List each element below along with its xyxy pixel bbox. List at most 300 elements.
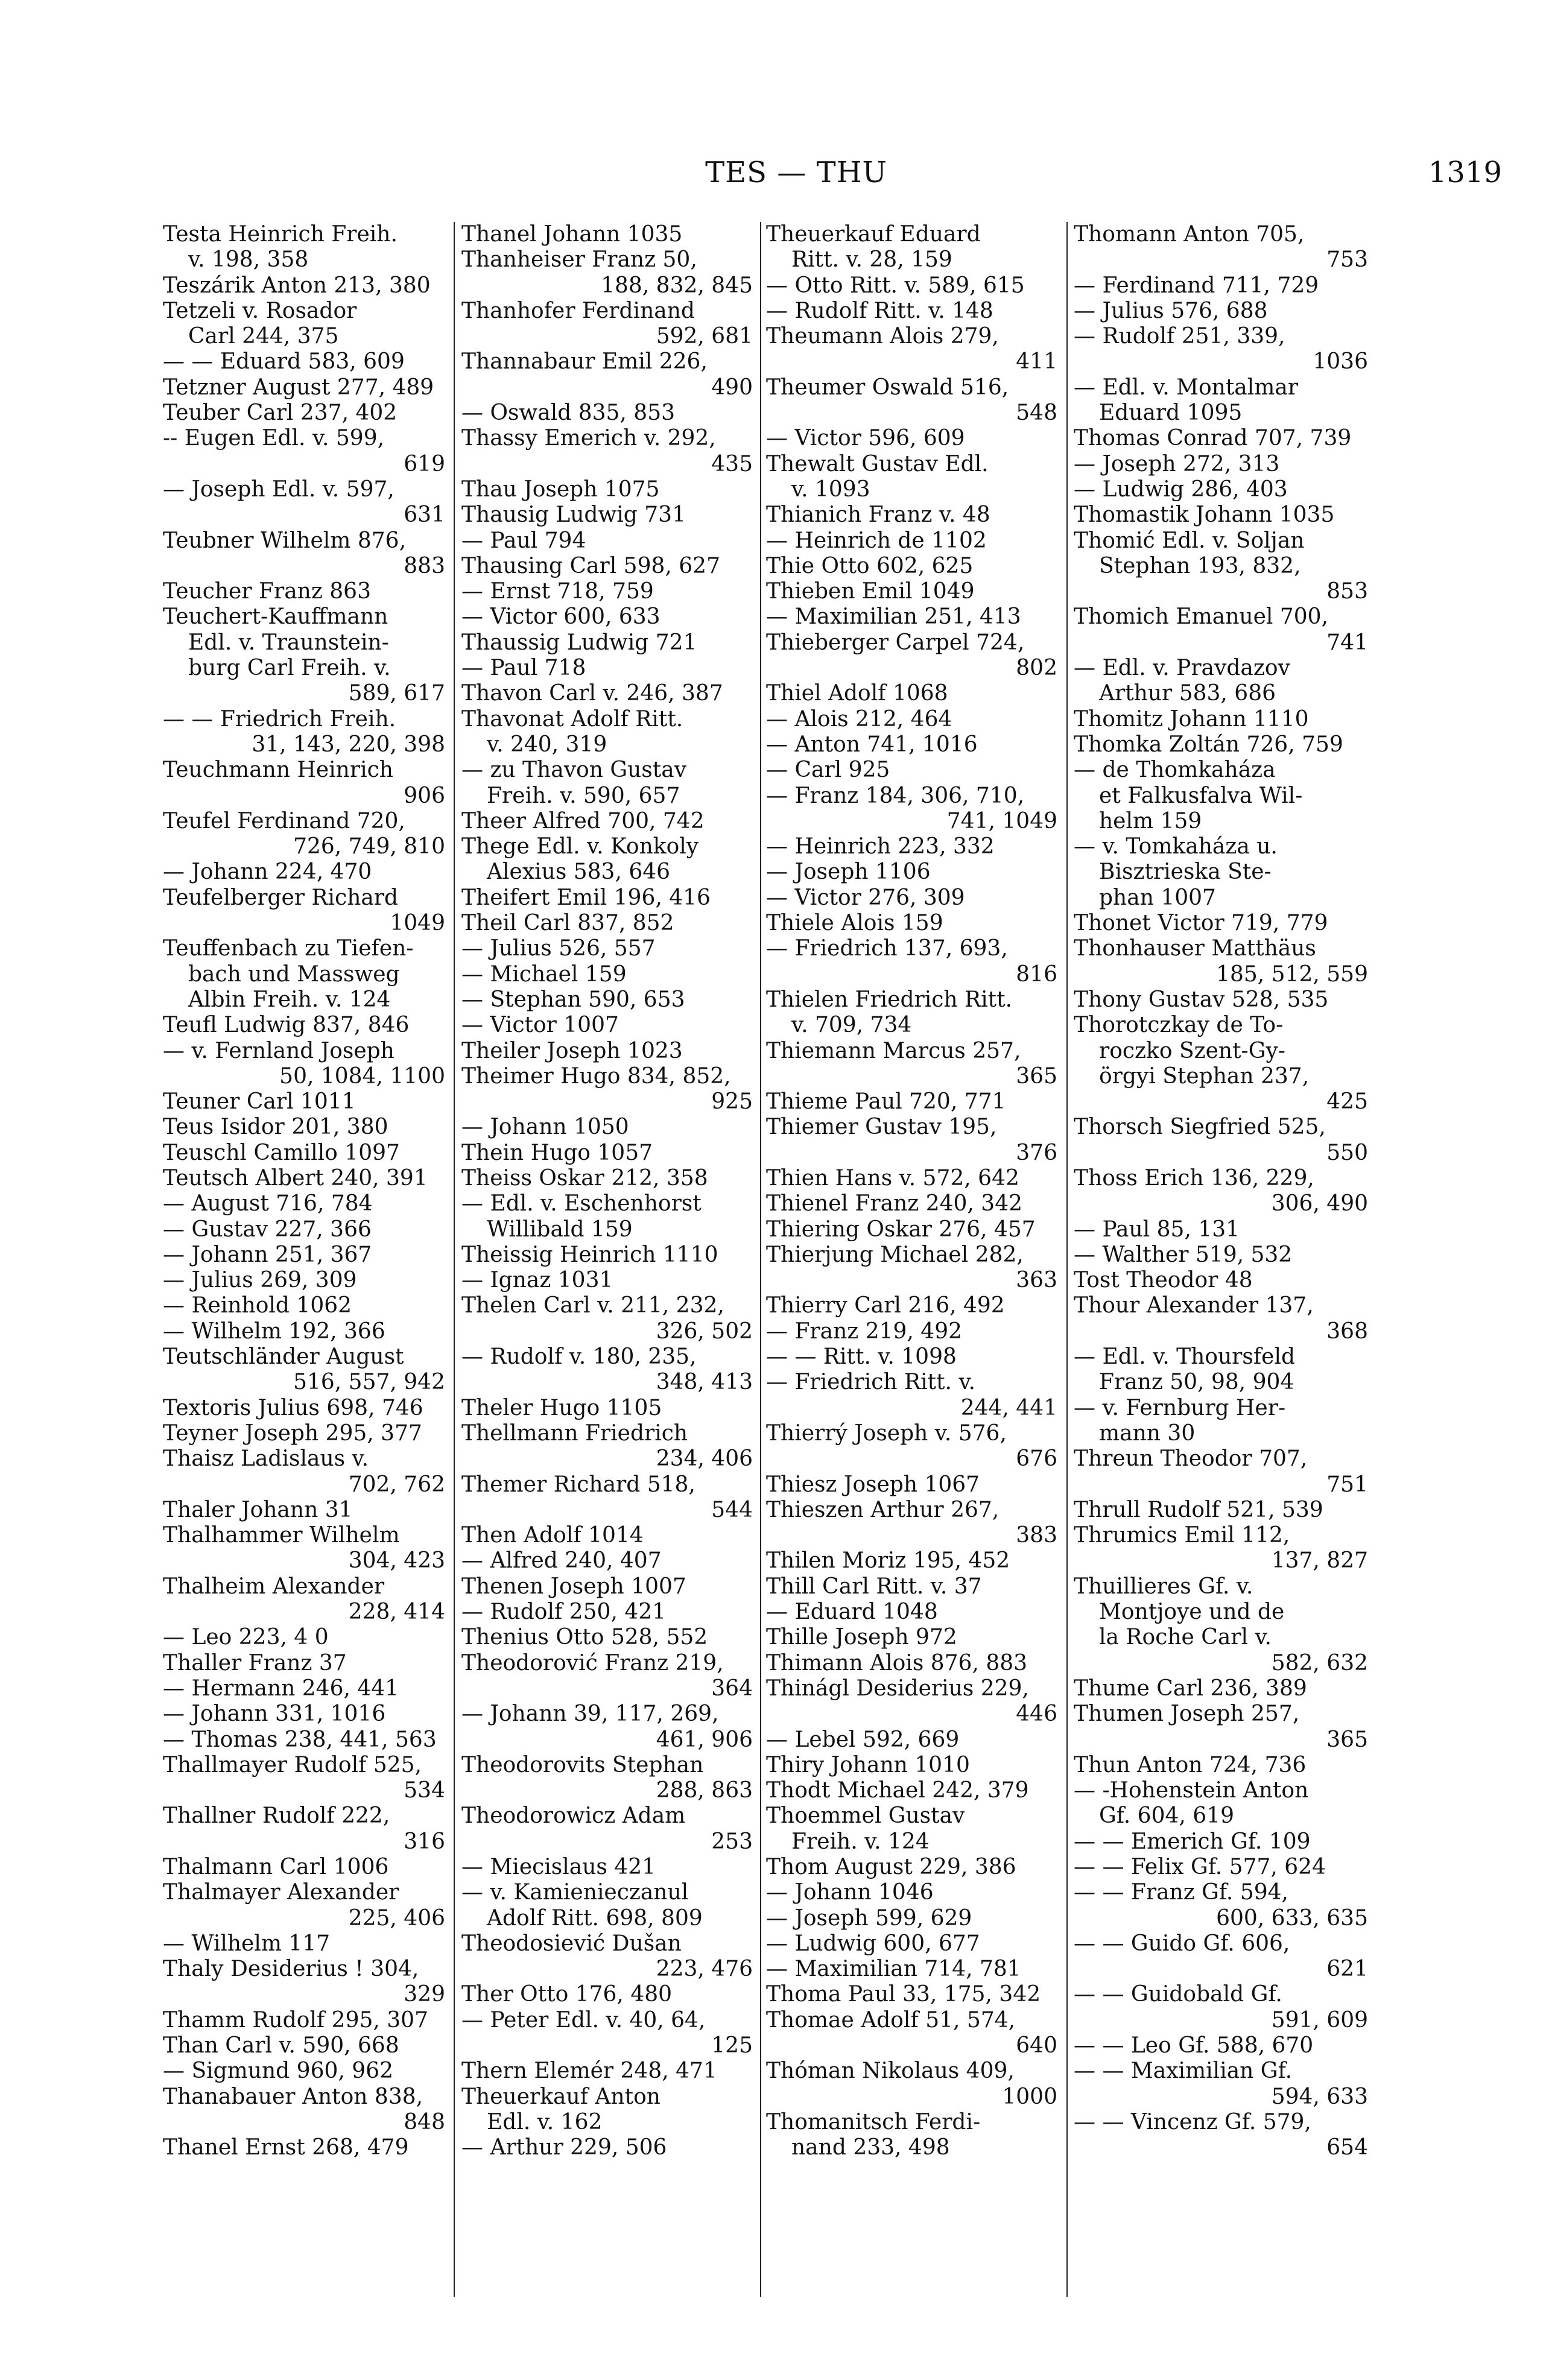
index-entry: Thannabaur Emil 226, [461,349,708,375]
index-entry-pages: 125 [711,2033,753,2059]
index-entry-pages: 425 [1326,1089,1368,1115]
index-entry-pages: 490 [711,375,753,400]
index-entry: — -Hohenstein Anton [1074,1778,1309,1803]
index-entry-pages: 848 [404,2109,445,2135]
index-entry: Thiel Adolf 1068 [766,681,948,706]
index-entry-continuation: Stephan 193, 832, [1099,553,1301,578]
index-entry-pages: 853 [1326,579,1368,604]
index-entry: Theiler Joseph 1023 [461,1038,683,1063]
index-entry: Thorotczkay de To- [1074,1013,1284,1038]
index-entry: Teuffenbach zu Tiefen- [163,936,414,961]
index-entry-pages: 461, 906 [656,1727,753,1752]
index-entry: Thóman Nikolaus 409, [766,2059,1015,2084]
index-entry: — Ludwig 600, 677 [766,1931,980,1956]
index-entry-pages: 137, 827 [1271,1548,1368,1574]
index-entry: — Friedrich 137, 693, [766,936,1008,961]
index-entry-continuation: v. 240, 319 [487,732,607,757]
index-entry: Teutsch Albert 240, 391 [163,1165,428,1191]
index-entry: Teufelberger Richard [163,885,399,910]
index-entry: Theer Alfred 700, 742 [461,808,705,834]
index-entry: Thoma Paul 33, 175, 342 [766,1982,1041,2007]
index-entry: Teuber Carl 237, 402 [163,400,398,426]
index-entry: Theil Carl 837, 852 [461,911,674,936]
index-entry-continuation: phan 1007 [1099,885,1216,910]
index-entry-continuation: la Roche Carl v. [1099,1625,1272,1650]
index-entry: — Julius 269, 309 [163,1268,357,1293]
index-entry: Thau Joseph 1075 [461,476,660,502]
index-entry: — Leo 223, 4 0 [163,1625,329,1650]
index-entry: — Johann 224, 470 [163,859,372,885]
index-entry-pages: 654 [1326,2135,1368,2160]
index-entry-pages: 185, 512, 559 [1216,961,1368,987]
column-divider-3 [1066,222,1068,2297]
index-entry: Thelen Carl v. 211, 232, [461,1293,724,1318]
index-column-2 [461,222,754,2303]
index-entry-pages: 726, 749, 810 [293,834,445,859]
index-entry-pages: 548 [1016,400,1057,426]
index-entry-pages: 326, 502 [656,1318,753,1344]
index-entry-pages: 411 [1016,349,1057,375]
index-entry-continuation: v. 1093 [791,476,870,502]
index-entry: Teutschländer August [163,1344,404,1370]
index-entry-pages: 368 [1326,1318,1368,1344]
index-entry: Thoemmel Gustav [766,1803,965,1829]
index-entry-continuation: Freih. v. 124 [791,1829,930,1854]
index-entry: Thanabauer Anton 838, [163,2084,423,2109]
index-entry-pages: 244, 441 [960,1395,1057,1420]
index-entry: Textoris Julius 698, 746 [163,1395,423,1420]
index-entry: Theumer Oswald 516, [766,375,1009,400]
index-entry: Themer Richard 518, [461,1472,695,1497]
index-entry: — v. Fernburg Her- [1074,1395,1286,1420]
index-entry: — Hermann 246, 441 [163,1676,399,1701]
index-entry: Teuchert-Kauffmann [163,604,388,630]
index-entry: — v. Tomkaháza u. [1074,834,1278,859]
index-entry: — Alfred 240, 407 [461,1548,662,1574]
index-entry-continuation: Franz 50, 98, 904 [1099,1370,1294,1395]
page-number: 1319 [1428,156,1502,189]
index-entry-continuation: v. 709, 734 [791,1013,912,1038]
index-entry-continuation: Arthur 583, 686 [1099,681,1276,706]
index-entry: Thalmann Carl 1006 [163,1855,389,1879]
index-entry: Thiemann Marcus 257, [766,1038,1021,1063]
index-entry: Thun Anton 724, 736 [1074,1752,1307,1777]
index-entry: — v. Fernland Joseph [163,1038,394,1063]
index-entry: — Joseph 599, 629 [766,1905,972,1931]
index-entry-continuation: bach und Massweg [188,961,400,987]
index-entry: — Julius 576, 688 [1074,298,1268,323]
index-entry: — Johann 39, 117, 269, [461,1701,719,1727]
index-entry-continuation: burg Carl Freih. v. [188,656,391,681]
index-entry-continuation: Willibald 159 [487,1217,633,1242]
index-entry: Thimann Alois 876, 883 [766,1650,1028,1676]
index-entry: — v. Kamienieczanul [461,1880,689,1905]
index-entry-pages: 582, 632 [1271,1650,1368,1676]
index-entry: Thaller Franz 37 [163,1650,347,1676]
index-entry: — Heinrich de 1102 [766,528,987,553]
index-entry: Thaler Johann 31 [163,1497,353,1522]
index-entry-continuation: örgyi Stephan 237, [1099,1063,1310,1089]
index-entry: — — Leo Gf. 588, 670 [1074,2033,1314,2059]
index-entry: Thaly Desiderius ! 304, [163,1957,419,1982]
index-entry: Thausing Carl 598, 627 [461,553,720,578]
index-entry: Thallner Rudolf 222, [163,1803,390,1829]
index-entry: Thiele Alois 159 [766,911,943,936]
index-entry: — Paul 794 [461,528,586,553]
index-entry: Thomka Zoltán 726, 759 [1074,732,1343,757]
index-entry: — Ludwig 286, 403 [1074,476,1288,502]
index-entry: Theifert Emil 196, 416 [461,885,711,910]
index-entry: Theodorovits Stephan [461,1752,704,1777]
index-entry: Thenen Joseph 1007 [461,1574,686,1599]
index-entry-continuation: Albin Freih. v. 124 [188,987,391,1012]
index-entry: — Ernst 718, 759 [461,579,654,604]
index-entry: Thamm Rudolf 295, 307 [163,2007,428,2033]
index-entry-continuation: helm 159 [1099,808,1202,834]
index-entry: — Sigmund 960, 962 [163,2059,393,2084]
index-entry: Thanel Ernst 268, 479 [163,2135,409,2160]
index-entry-continuation: Alexius 583, 646 [487,859,671,885]
index-entry: Thrumics Emil 112, [1074,1523,1290,1548]
index-column-1 [163,222,446,2303]
index-entry-pages: 751 [1326,1472,1368,1497]
index-entry-pages: 253 [711,1829,753,1854]
index-entry: Thill Carl Ritt. v. 37 [766,1574,982,1599]
index-entry: Thour Alexander 137, [1074,1293,1314,1318]
index-entry: — — Franz Gf. 594, [1074,1880,1288,1905]
index-entry: — — Felix Gf. 577, 624 [1074,1855,1326,1879]
index-entry-pages: 631 [404,502,445,528]
index-entry: — Lebel 592, 669 [766,1727,960,1752]
index-entry: Ther Otto 176, 480 [461,1982,673,2007]
index-entry-pages: 364 [711,1676,753,1701]
index-entry: — Franz 184, 306, 710, [766,783,1025,808]
index-entry: Teucher Franz 863 [163,579,371,604]
index-entry: — Edl. v. Montalmar [1074,375,1299,400]
index-entry: — Friedrich Ritt. v. [766,1370,975,1395]
index-entry: — Thomas 238, 441, 563 [163,1727,437,1752]
index-entry-pages: 702, 762 [348,1472,445,1497]
index-entry: — Ignaz 1031 [461,1268,613,1293]
index-entry: — Maximilian 251, 413 [766,604,1021,630]
index-entry-pages: 1049 [390,911,445,936]
index-entry-pages: 376 [1016,1140,1057,1165]
index-entry: — Gustav 227, 366 [163,1217,372,1242]
index-entry: Theuerkauf Eduard [766,222,981,247]
index-column-3 [766,222,1059,2303]
index-entry: Testa Heinrich Freih. [163,222,398,247]
index-entry-pages: 619 [404,451,445,476]
index-entry-pages: 288, 863 [656,1778,753,1803]
index-entry: — Paul 718 [461,656,586,681]
index-entry: Thonet Victor 719, 779 [1074,911,1328,936]
index-entry: Thavonat Adolf Ritt. [461,706,683,732]
index-entry-pages: 383 [1016,1523,1057,1548]
index-entry: Thieme Paul 720, 771 [766,1089,1006,1115]
index-entry: Thiesz Joseph 1067 [766,1472,980,1497]
index-entry: — Johann 1050 [461,1115,629,1140]
index-entry-pages: 435 [711,451,753,476]
index-entry-pages: 316 [404,1829,445,1854]
index-entry: Thilen Moriz 195, 452 [766,1548,1010,1574]
index-entry-continuation: nand 233, 498 [791,2135,950,2160]
index-entry: Thein Hugo 1057 [461,1140,653,1165]
index-entry: Thille Joseph 972 [766,1625,957,1650]
index-entry: Thomae Adolf 51, 574, [766,2007,1016,2033]
index-entry: Threun Theodor 707, [1074,1446,1308,1472]
index-entry: — — Vincenz Gf. 579, [1074,2109,1311,2135]
index-entry: -- Eugen Edl. v. 599, [163,426,385,451]
index-entry: Theimer Hugo 834, 852, [461,1063,731,1089]
index-entry: Thienel Franz 240, 342 [766,1191,1023,1217]
index-entry: — Rudolf Ritt. v. 148 [766,298,993,323]
index-entry: Teus Isidor 201, 380 [163,1115,388,1140]
index-entry-pages: 591, 609 [1271,2007,1368,2033]
index-entry: Tetzeli v. Rosador [163,298,357,323]
index-entry: Teuchmann Heinrich [163,758,393,783]
index-entry: — Victor 1007 [461,1013,619,1038]
index-entry: — Rudolf v. 180, 235, [461,1344,697,1370]
index-entry: Thomitz Johann 1110 [1074,706,1309,732]
index-entry: — Edl. v. Eschenhorst [461,1191,702,1217]
index-entry: Thien Hans v. 572, 642 [766,1165,1019,1191]
index-entry: — Anton 741, 1016 [766,732,978,757]
page-header-title: TES — THU [705,156,887,189]
index-entry: — Johann 251, 367 [163,1242,372,1267]
index-entry-pages: 741, 1049 [946,808,1057,834]
index-entry-pages: 225, 406 [348,1905,445,1931]
index-entry: — Joseph 1106 [766,859,931,885]
index-entry: Teuner Carl 1011 [163,1089,356,1115]
index-entry: — — Eduard 583, 609 [163,349,405,375]
index-entry-continuation: mann 30 [1099,1420,1196,1446]
index-entry: Thrull Rudolf 521, 539 [1074,1497,1323,1522]
index-entry: Thenius Otto 528, 552 [461,1625,708,1650]
index-entry-pages: 640 [1016,2033,1057,2059]
index-entry-pages: 188, 832, 845 [601,273,753,298]
index-entry: Thieszen Arthur 267, [766,1497,1000,1522]
index-entry: Thaisz Ladislaus v. [163,1446,369,1472]
index-entry: Thieberger Carpel 724, [766,630,1025,655]
index-entry: — Rudolf 250, 421 [461,1600,667,1625]
index-entry-continuation: Adolf Ritt. 698, 809 [487,1905,703,1931]
index-entry: Thinágl Desiderius 229, [766,1676,1029,1701]
index-entry: Thodt Michael 242, 379 [766,1778,1029,1803]
index-entry: Thiry Johann 1010 [766,1752,970,1777]
index-entry-pages: 223, 476 [656,1957,753,1982]
index-entry-continuation: Edl. v. 162 [487,2109,603,2135]
index-entry: — Julius 526, 557 [461,936,656,961]
index-entry: Thausig Ludwig 731 [461,502,686,528]
index-entry: Thomann Anton 705, [1074,222,1305,247]
index-entry: Thanel Johann 1035 [461,222,683,247]
index-entry: Theissig Heinrich 1110 [461,1242,718,1267]
index-entry: — Edl. v. Thoursfeld [1074,1344,1296,1370]
index-entry: Teyner Joseph 295, 377 [163,1420,422,1446]
index-entry: — — Maximilian Gf. [1074,2059,1293,2084]
index-entry-continuation: Bisztrieska Ste- [1099,859,1272,885]
index-entry-pages: 234, 406 [656,1446,753,1472]
index-entry-continuation: v. 198, 358 [188,247,309,273]
index-entry-pages: 50, 1084, 1100 [279,1063,445,1089]
index-entry: Thorsch Siegfried 525, [1074,1115,1326,1140]
index-entry: — — Emerich Gf. 109 [1074,1829,1311,1854]
index-entry: — Edl. v. Pravdazov [1074,656,1290,681]
index-entry: Thaussig Ludwig 721 [461,630,697,655]
index-entry: Thierjung Michael 282, [766,1242,1024,1267]
index-entry: Thanhofer Ferdinand [461,298,695,323]
index-entry-continuation: Freih. v. 590, 657 [487,783,680,808]
index-entry: — Victor 596, 609 [766,426,965,451]
index-entry: Thumen Joseph 257, [1074,1701,1300,1727]
index-entry-pages: 228, 414 [348,1600,445,1625]
index-entry: Theler Hugo 1105 [461,1395,662,1420]
index-entry-pages: 365 [1016,1063,1057,1089]
index-entry: — Joseph 272, 313 [1074,451,1280,476]
index-entry: Thalheim Alexander [163,1574,385,1599]
index-entry: Then Adolf 1014 [461,1523,644,1548]
index-entry: Thiemer Gustav 195, [766,1115,997,1140]
index-entry: Tost Theodor 48 [1074,1268,1253,1293]
index-entry: — Eduard 1048 [766,1600,938,1625]
index-entry-continuation: Ritt. v. 28, 159 [791,247,952,273]
index-entry-pages: 544 [711,1497,753,1522]
index-entry-pages: 676 [1016,1446,1057,1472]
index-entry: — — Ritt. v. 1098 [766,1344,957,1370]
index-entry: — — Guido Gf. 606, [1074,1931,1290,1956]
column-divider-1 [454,222,455,2297]
index-entry-pages: 753 [1326,247,1368,273]
index-entry: Thieben Emil 1049 [766,579,975,604]
index-entry-continuation: Eduard 1095 [1099,400,1243,426]
index-entry: — Johann 331, 1016 [163,1701,386,1727]
index-entry: — de Thomkaháza [1074,758,1276,783]
index-entry: Teufel Ferdinand 720, [163,808,405,834]
index-entry: Theumann Alois 279, [766,324,999,349]
index-entry-pages: 883 [404,553,445,578]
index-entry: — Johann 1046 [766,1880,934,1905]
index-entry-pages: 446 [1016,1701,1057,1727]
index-entry: Theiss Oskar 212, 358 [461,1165,708,1191]
index-entry: — Wilhelm 117 [163,1931,331,1956]
index-entry-pages: 363 [1016,1268,1057,1293]
index-column-4 [1074,222,1369,2303]
index-entry-pages: 816 [1016,961,1057,987]
index-entry: Teuschl Camillo 1097 [163,1140,400,1165]
index-entry: — Victor 276, 309 [766,885,965,910]
index-entry-pages: 621 [1326,1957,1368,1982]
index-entry: Thomanitsch Ferdi- [766,2109,981,2135]
index-entry: — Otto Ritt. v. 589, 615 [766,273,1025,298]
index-entry: — Joseph Edl. v. 597, [163,476,394,502]
index-entry: Thom August 229, 386 [766,1855,1016,1879]
index-entry-pages: 348, 413 [656,1370,753,1395]
index-entry: Thalhammer Wilhelm [163,1523,400,1548]
index-entry: Thalmayer Alexander [163,1880,399,1905]
index-entry: Thie Otto 602, 625 [766,553,974,578]
index-entry: — Walther 519, 532 [1074,1242,1293,1267]
index-entry: — — Friedrich Freih. [163,706,396,732]
index-entry-pages: 1036 [1313,349,1368,375]
index-entry: — Ferdinand 711, 729 [1074,273,1319,298]
index-entry: — Franz 219, 492 [766,1318,963,1344]
index-entry-pages: 589, 617 [348,681,445,706]
index-entry: — Stephan 590, 653 [461,987,685,1012]
index-entry: — Victor 600, 633 [461,604,661,630]
index-entry: — Oswald 835, 853 [461,400,676,426]
index-entry-pages: 802 [1016,656,1057,681]
index-entry: Thomić Edl. v. Soljan [1074,528,1305,553]
index-entry: — Miecislaus 421 [461,1855,656,1879]
index-entry: — Carl 925 [766,758,890,783]
index-entry: Thony Gustav 528, 535 [1074,987,1329,1012]
index-entry-pages: 306, 490 [1271,1191,1368,1217]
index-entry: Thellmann Friedrich [461,1420,688,1446]
index-entry-continuation: et Falkusfalva Wil- [1099,783,1303,808]
index-entry: — zu Thavon Gustav [461,758,687,783]
index-entry: Thanheiser Franz 50, [461,247,697,273]
index-entry: Thomich Emanuel 700, [1074,604,1328,630]
index-entry-pages: 516, 557, 942 [293,1370,445,1395]
index-entry: — Michael 159 [461,961,627,987]
index-entry: Thierry Carl 216, 492 [766,1293,1005,1318]
index-entry: — Rudolf 251, 339, [1074,324,1285,349]
index-entry: Thavon Carl v. 246, 387 [461,681,723,706]
index-entry: Teubner Wilhelm 876, [163,528,407,553]
index-entry: Theuerkauf Anton [461,2084,661,2109]
index-entry: Theodorović Franz 219, [461,1650,724,1676]
index-entry: Thern Elemér 248, 471 [461,2059,717,2084]
index-entry: Teszárik Anton 213, 380 [163,273,431,298]
index-entry: Thuillieres Gf. v. [1074,1574,1253,1599]
index-entry: Theodosiević Dušan [461,1931,682,1956]
index-entry-continuation: Gf. 604, 619 [1099,1803,1234,1829]
index-entry: — Reinhold 1062 [163,1293,352,1318]
index-entry: Thewalt Gustav Edl. [766,451,989,476]
index-entry: — Maximilian 714, 781 [766,1957,1021,1982]
index-entry: Teufl Ludwig 837, 846 [163,1013,410,1038]
index-entry: — — Guidobald Gf. [1074,1982,1282,2007]
index-entry-pages: 925 [711,1089,753,1115]
index-entry: Theodorowicz Adam [461,1803,686,1829]
index-entry-pages: 1000 [1002,2084,1057,2109]
index-entry-continuation: Edl. v. Traunstein- [188,630,389,655]
index-entry: — Paul 85, 131 [1074,1217,1240,1242]
index-entry-pages: 365 [1326,1727,1368,1752]
column-divider-2 [760,222,761,2297]
index-entry-continuation: Montjoye und de [1099,1600,1285,1625]
index-entry: Thege Edl. v. Konkoly [461,834,699,859]
index-entry: — Alois 212, 464 [766,706,952,732]
index-entry-continuation: Carl 244, 375 [188,324,339,349]
index-entry: Thomas Conrad 707, 739 [1074,426,1352,451]
index-entry: Thielen Friedrich Ritt. [766,987,1013,1012]
index-entry: Thonhauser Matthäus [1074,936,1316,961]
index-entry-pages: 304, 423 [348,1548,445,1574]
index-entry-pages: 550 [1326,1140,1368,1165]
index-entry: — Arthur 229, 506 [461,2135,667,2160]
index-entry: — Wilhelm 192, 366 [163,1318,385,1344]
index-entry-pages: 906 [404,783,445,808]
index-entry: — Heinrich 223, 332 [766,834,995,859]
index-entry: Thierrý Joseph v. 576, [766,1420,1007,1446]
index-entry: Thassy Emerich v. 292, [461,426,716,451]
index-entry-pages: 600, 633, 635 [1216,1905,1368,1931]
index-entry: Thianich Franz v. 48 [766,502,990,528]
index-entry: Than Carl v. 590, 668 [163,2033,399,2059]
index-entry-pages: 741 [1326,630,1368,655]
index-entry: — August 716, 784 [163,1191,373,1217]
